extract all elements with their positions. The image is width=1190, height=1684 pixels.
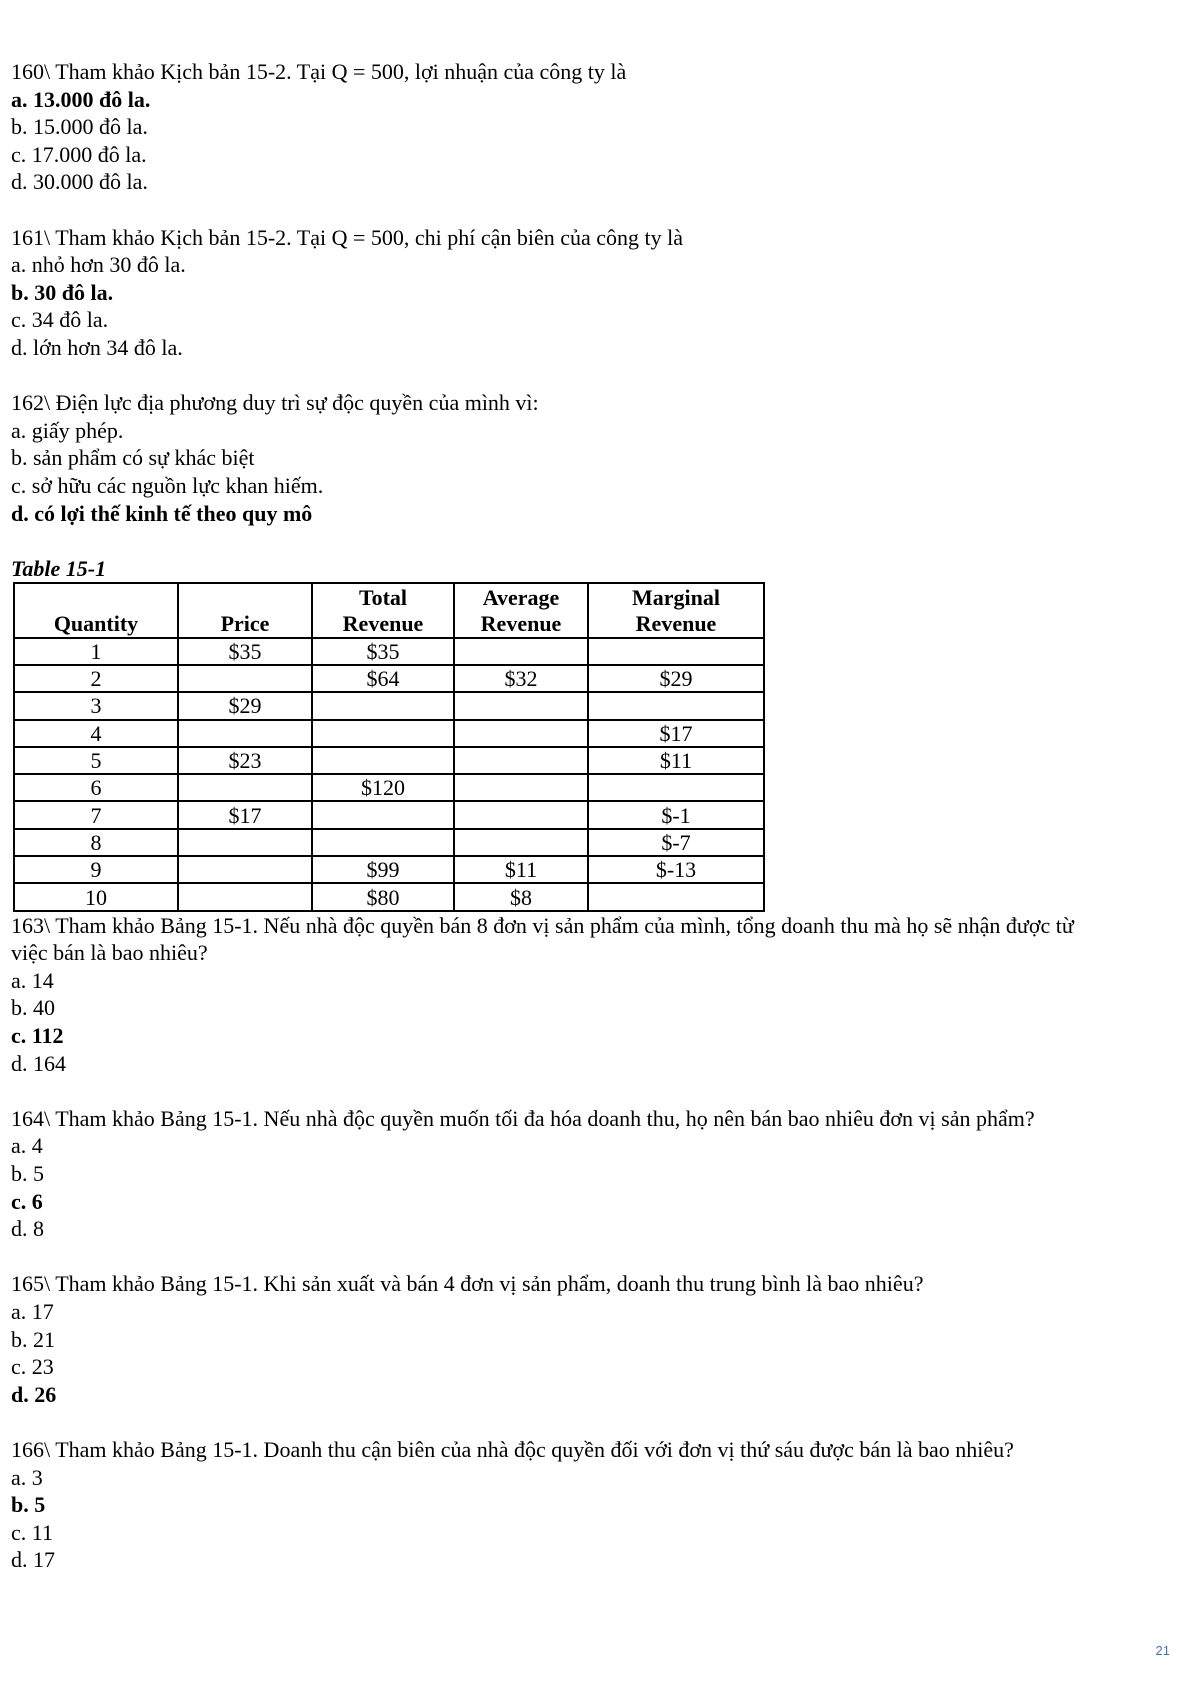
- header-text: Revenue: [635, 610, 717, 636]
- answer-option-correct: a. 13.000 đô la.: [11, 86, 151, 112]
- document-page: [11, 58, 1181, 1574]
- table-cell: 6: [14, 774, 178, 801]
- text-line: b. sản phẩm có sự khác biệt: [11, 445, 255, 471]
- header-text: Marginal: [632, 584, 720, 610]
- text-line: d. 17: [11, 1547, 55, 1573]
- text-line: a. giấy phép.: [11, 417, 124, 443]
- table-cell: $80: [312, 883, 454, 910]
- questions-160-162: [11, 58, 1181, 555]
- table-row: [14, 856, 764, 883]
- table-cell: $11: [454, 856, 588, 883]
- table-cell: $-13: [588, 856, 764, 883]
- header-text: Quantity: [53, 610, 139, 636]
- text-line: a. 14: [11, 967, 54, 993]
- text-line: c. 23: [11, 1354, 54, 1380]
- text-line: c. 11: [11, 1519, 53, 1545]
- table-cell: [454, 801, 588, 828]
- text-line: a. 3: [11, 1464, 43, 1490]
- blank-line: [11, 527, 1181, 555]
- table-header-cell: [312, 583, 454, 638]
- text-line: d. lớn hơn 34 đô la.: [11, 334, 183, 360]
- table-row: [14, 665, 764, 692]
- table-cell: 8: [14, 829, 178, 856]
- header-text: Revenue: [342, 610, 424, 636]
- table-cell: $99: [312, 856, 454, 883]
- table-cell: [312, 720, 454, 747]
- table-cell: 2: [14, 665, 178, 692]
- text-line: b. 5: [11, 1161, 44, 1186]
- text-line: c. 17.000 đô la.: [11, 141, 147, 167]
- table-cell: [454, 774, 588, 801]
- table-header-row: [14, 583, 764, 638]
- table-cell: $35: [312, 638, 454, 665]
- table-cell: [178, 856, 312, 883]
- text-line: 163\ Tham khảo Bảng 15-1. Nếu nhà độc quyền bán 8 đơn vị sản phẩm của mình, tổng doanh thu mà họ sẽ nhận được từ: [11, 912, 1074, 938]
- text-line: c. sở hữu các nguồn lực khan hiếm.: [11, 472, 324, 498]
- table-cell: $29: [588, 665, 764, 692]
- table-header-cell: [14, 583, 178, 638]
- table-header-cell: [588, 583, 764, 638]
- text-line: 160\ Tham khảo Kịch bản 15-2. Tại Q = 500, lợi nhuận của công ty là: [11, 59, 627, 84]
- table-cell: [588, 774, 764, 801]
- table-cell: [454, 829, 588, 856]
- text-line: c. 34 đô la.: [11, 307, 109, 333]
- table-header-cell: [178, 583, 312, 638]
- table-cell: [588, 692, 764, 719]
- table-cell: [454, 692, 588, 719]
- table-cell: [312, 801, 454, 828]
- table-cell: [588, 638, 764, 665]
- table-cell: $-1: [588, 801, 764, 828]
- table-cell: $17: [588, 720, 764, 747]
- text-line: 161\ Tham khảo Kịch bản 15-2. Tại Q = 500, chi phí cận biên của công ty là: [11, 224, 684, 250]
- text-line: b. 15.000 đô la.: [11, 114, 148, 140]
- answer-option-correct: d. có lợi thế kinh tế theo quy mô: [11, 500, 313, 526]
- table-cell: [178, 774, 312, 801]
- table-cell: $35: [178, 638, 312, 665]
- table-cell: [588, 883, 764, 910]
- table-cell: $8: [454, 883, 588, 910]
- blank-line: [11, 362, 1181, 390]
- table-row: [14, 829, 764, 856]
- table-cell: 9: [14, 856, 178, 883]
- table-cell: $64: [312, 665, 454, 692]
- questions-163-166: [11, 912, 1181, 1574]
- blank-line: [11, 1077, 1181, 1105]
- blank-line: [11, 196, 1181, 224]
- text-line: 164\ Tham khảo Bảng 15-1. Nếu nhà độc quyền muốn tối đa hóa doanh thu, họ nên bán bao nhiêu đơn vị sản phẩm?: [11, 1105, 1035, 1131]
- answer-option-correct: b. 5: [11, 1492, 46, 1518]
- table-cell: [178, 829, 312, 856]
- page-number: 21: [1155, 1643, 1170, 1658]
- table-row: [14, 747, 764, 774]
- header-text: Revenue: [480, 610, 562, 636]
- text-line: d. 164: [11, 1050, 66, 1076]
- table-row: [14, 801, 764, 828]
- table-row: [14, 883, 764, 910]
- table-cell: [312, 747, 454, 774]
- table-cell: 1: [14, 638, 178, 665]
- table-cell: [312, 692, 454, 719]
- table-cell: 3: [14, 692, 178, 719]
- table-cell: [312, 829, 454, 856]
- table-cell: [178, 665, 312, 692]
- header-text: Average: [482, 584, 560, 610]
- table-15-1: [13, 582, 765, 912]
- text-line: 165\ Tham khảo Bảng 15-1. Khi sản xuất và bán 4 đơn vị sản phẩm, doanh thu trung bình là bao nhiêu?: [11, 1271, 924, 1297]
- blank-line: [11, 1408, 1181, 1436]
- text-line: 166\ Tham khảo Bảng 15-1. Doanh thu cận biên của nhà độc quyền đối với đơn vị thứ sáu được bán là bao nhiêu?: [11, 1436, 1014, 1462]
- table-cell: $23: [178, 747, 312, 774]
- table-title: Table 15-1: [11, 555, 107, 581]
- text-line: d. 30.000 đô la.: [11, 169, 148, 195]
- table-cell: [454, 638, 588, 665]
- table-row: [14, 720, 764, 747]
- text-line: b. 21: [11, 1326, 55, 1352]
- table-cell: [454, 747, 588, 774]
- table-cell: 10: [14, 883, 178, 910]
- answer-option-correct: d. 26: [11, 1381, 57, 1407]
- table-cell: [178, 883, 312, 910]
- table-cell: [178, 720, 312, 747]
- table-cell: 5: [14, 747, 178, 774]
- text-line: a. 17: [11, 1298, 54, 1324]
- answer-option-correct: c. 6: [11, 1188, 43, 1214]
- answer-option-correct: b. 30 đô la.: [11, 279, 114, 305]
- answer-option-correct: c. 112: [11, 1023, 64, 1049]
- table-cell: 4: [14, 720, 178, 747]
- table-row: [14, 774, 764, 801]
- text-line: 162\ Điện lực địa phương duy trì sự độc quyền của mình vì:: [11, 390, 539, 416]
- table-cell: $32: [454, 665, 588, 692]
- table-row: [14, 692, 764, 719]
- blank-line: [11, 1243, 1181, 1271]
- table-cell: $17: [178, 801, 312, 828]
- text-line: việc bán là bao nhiêu?: [11, 940, 208, 966]
- table-row: [14, 638, 764, 665]
- text-line: a. nhỏ hơn 30 đô la.: [11, 252, 186, 278]
- header-text: Total: [358, 584, 408, 610]
- table-cell: [454, 720, 588, 747]
- header-text: Price: [220, 610, 270, 636]
- text-line: a. 4: [11, 1133, 43, 1159]
- table-header-cell: [454, 583, 588, 638]
- table-cell: $-7: [588, 829, 764, 856]
- text-line: b. 40: [11, 995, 55, 1021]
- table-body: [14, 638, 764, 911]
- table-cell: 7: [14, 801, 178, 828]
- table-cell: $11: [588, 747, 764, 774]
- table-cell: $29: [178, 692, 312, 719]
- text-line: d. 8: [11, 1216, 44, 1242]
- table-cell: $120: [312, 774, 454, 801]
